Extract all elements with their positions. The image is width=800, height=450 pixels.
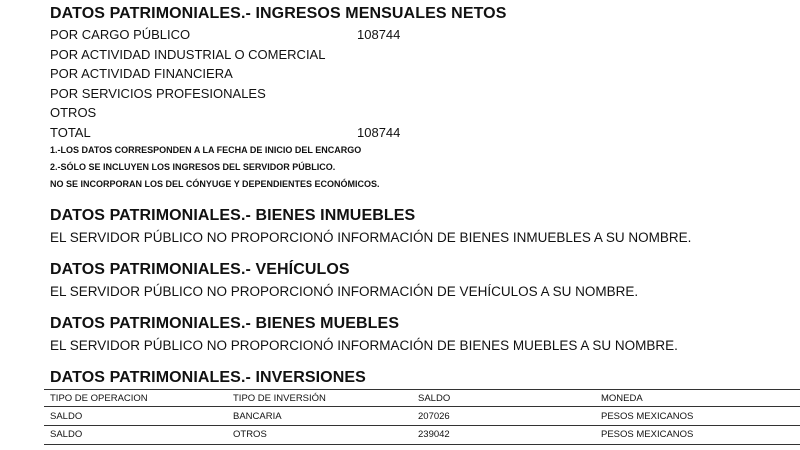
note-fecha-inicio: 1.-LOS DATOS CORRESPONDEN A LA FECHA DE INICIO DEL ENCARGO [50,145,362,155]
section-title-bienes-inmuebles: DATOS PATRIMONIALES.- BIENES INMUEBLES [50,207,416,224]
column-header-moneda: MONEDA [601,393,643,404]
cell-saldo: 239042 [418,429,450,440]
table-divider [44,389,800,390]
cell-saldo: 207026 [418,411,450,422]
cell-tipo-operacion: SALDO [50,429,83,440]
ingreso-label-actividad-financiera: POR ACTIVIDAD FINANCIERA [50,66,233,81]
note-no-conyuge: NO SE INCORPORAN LOS DEL CÓNYUGE Y DEPENDIENTES ECONÓMICOS. [50,179,380,189]
table-divider [44,444,800,445]
section-title-ingresos: DATOS PATRIMONIALES.- INGRESOS MENSUALES NETOS [50,5,507,22]
section-title-vehiculos: DATOS PATRIMONIALES.- VEHÍCULOS [50,261,350,278]
ingreso-label-cargo-publico: POR CARGO PÚBLICO [50,27,191,42]
table-divider [44,406,800,407]
message-bienes-muebles: EL SERVIDOR PÚBLICO NO PROPORCIONÓ INFORMACIÓN DE BIENES MUEBLES A SU NOMBRE. [50,338,678,353]
section-title-inversiones: DATOS PATRIMONIALES.- INVERSIONES [50,369,366,386]
ingreso-label-total: TOTAL [50,125,91,140]
message-bienes-inmuebles: EL SERVIDOR PÚBLICO NO PROPORCIONÓ INFORMACIÓN DE BIENES INMUEBLES A SU NOMBRE. [50,230,692,245]
ingreso-label-actividad-industrial: POR ACTIVIDAD INDUSTRIAL O COMERCIAL [50,47,326,62]
cell-tipo-inversion: OTROS [233,429,267,440]
ingreso-label-servicios-profesionales: POR SERVICIOS PROFESIONALES [50,86,266,101]
column-header-tipo-inversion: TIPO DE INVERSIÓN [233,393,326,404]
section-title-bienes-muebles: DATOS PATRIMONIALES.- BIENES MUEBLES [50,315,400,332]
cell-tipo-operacion: SALDO [50,411,83,422]
ingreso-value-total: 108744 [357,125,401,140]
cell-moneda: PESOS MEXICANOS [601,429,694,440]
cell-tipo-inversion: BANCARIA [233,411,282,422]
ingreso-value-cargo-publico: 108744 [357,27,401,42]
column-header-saldo: SALDO [418,393,451,404]
ingreso-label-otros: OTROS [50,105,97,120]
table-divider [44,425,800,426]
note-solo-servidor: 2.-SÓLO SE INCLUYEN LOS INGRESOS DEL SERVIDOR PÚBLICO. [50,162,336,172]
column-header-tipo-operacion: TIPO DE OPERACION [50,393,148,404]
cell-moneda: PESOS MEXICANOS [601,411,694,422]
message-vehiculos: EL SERVIDOR PÚBLICO NO PROPORCIONÓ INFORMACIÓN DE VEHÍCULOS A SU NOMBRE. [50,284,639,299]
